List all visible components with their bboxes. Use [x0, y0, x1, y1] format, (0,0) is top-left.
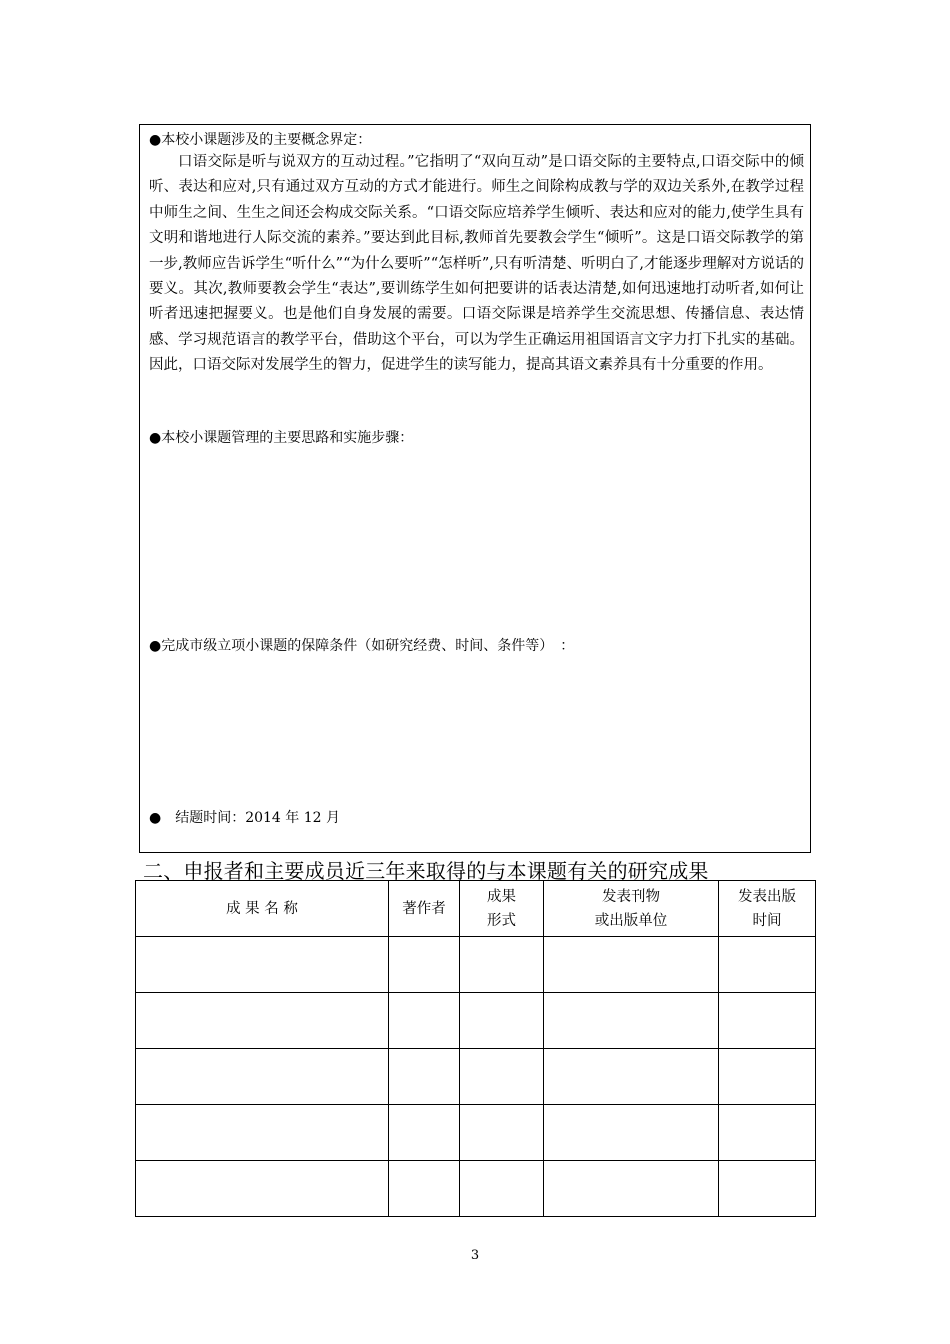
concepts-paragraph: 口语交际是听与说双方的互动过程。”它指明了“双向互动”是口语交际的主要特点,口语交际中的倾听、表达和应对,只有通过双方互动的方式才能进行。师生之间除构成教与学的双边关系外,在教学过程中师生之间、生生之间还会构成交际关系。“口语交际应培养学生倾听、表达和应对的能力,使学生具有文明和谐地进行人际交流的素养。”要达到此目标,教师首先要教会学生“倾听”。这是口语交际教学的第一步,教师应告诉学生“听什么”“为什么要听”“怎样听”,只有听清楚、听明白了,才能逐步理解对方说话的要义。其次,教师要教会学生“表达”,要训练学生如何把要讲的话表达清楚,如何迅速地打动听者,如何让听者迅速把握要义。也是他们自身发展的需要。口语交际课是培养学生交流思想、传播信息、表达情感、学习规范语言的教学平台，借助这个平台，可以为学生正确运用祖国语言文字力打下扎实的基础。因此，口语交际对发展学生的智力，促进学生的读写能力，提高其语文素养具有十分重要的作用。	[149, 154, 804, 374]
table-cell[interactable]	[544, 1105, 719, 1161]
table-row	[136, 1161, 816, 1217]
table-row	[136, 1105, 816, 1161]
table-cell[interactable]	[136, 1049, 389, 1105]
table-cell[interactable]	[544, 1161, 719, 1217]
table-row	[136, 1049, 816, 1105]
header-cell-publisher: 发表刊物 或出版单位	[544, 881, 719, 937]
concepts-heading: ●本校小课题涉及的主要概念界定：	[149, 132, 372, 148]
header-cell-date: 发表出版 时间	[719, 881, 816, 937]
table-cell[interactable]	[389, 1105, 460, 1161]
table-row	[136, 993, 816, 1049]
table-cell[interactable]	[460, 1049, 544, 1105]
table-cell[interactable]	[460, 937, 544, 993]
table-cell[interactable]	[460, 1105, 544, 1161]
table-cell[interactable]	[389, 937, 460, 993]
table-cell[interactable]	[719, 1105, 816, 1161]
table-cell[interactable]	[544, 1049, 719, 1105]
table-cell[interactable]	[719, 937, 816, 993]
table-cell[interactable]	[136, 1105, 389, 1161]
table-cell[interactable]	[544, 993, 719, 1049]
table-row	[136, 937, 816, 993]
header-cell-name: 成 果 名 称	[136, 881, 389, 937]
table-cell[interactable]	[460, 1161, 544, 1217]
completion-time: ● 结题时间：2014 年 12 月	[149, 810, 341, 826]
table-cell[interactable]	[389, 1161, 460, 1217]
application-form-box	[139, 124, 811, 853]
section-title: 二、申报者和主要成员近三年来取得的与本课题有关的研究成果	[143, 859, 709, 883]
table-cell[interactable]	[719, 1049, 816, 1105]
table-cell[interactable]	[389, 1049, 460, 1105]
table-header-row	[136, 881, 816, 937]
page-number: 3	[470, 1248, 480, 1263]
table-cell[interactable]	[460, 993, 544, 1049]
conditions-heading: ●完成市级立项小课题的保障条件（如研究经费、时间、条件等） ：	[149, 638, 575, 654]
table-cell[interactable]	[136, 1161, 389, 1217]
steps-heading: ●本校小课题管理的主要思路和实施步骤：	[149, 430, 414, 446]
results-table	[135, 880, 816, 1217]
table-cell[interactable]	[719, 993, 816, 1049]
table-cell[interactable]	[136, 937, 389, 993]
table-cell[interactable]	[544, 937, 719, 993]
table-cell[interactable]	[719, 1161, 816, 1217]
table-cell[interactable]	[389, 993, 460, 1049]
header-cell-author: 著作者	[389, 881, 460, 937]
table-cell[interactable]	[136, 993, 389, 1049]
header-cell-form: 成果 形式	[460, 881, 544, 937]
